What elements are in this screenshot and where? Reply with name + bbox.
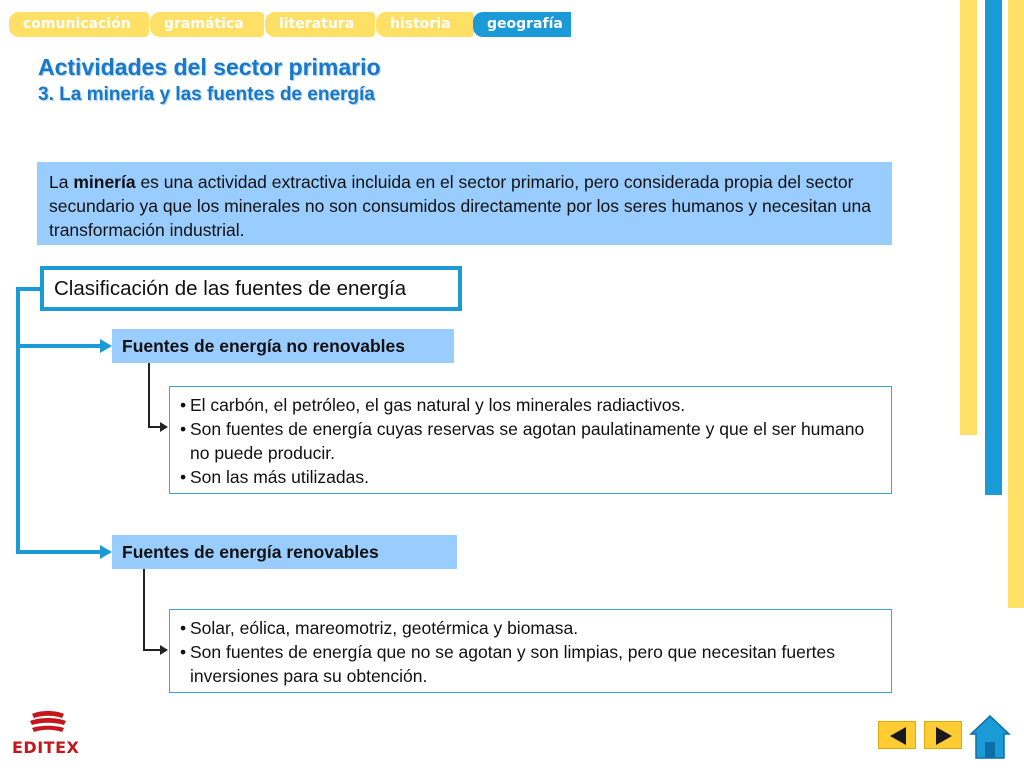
section-tabs — [9, 12, 571, 37]
list-item: • Son fuentes de energía que no se agotan y son limpias, pero que necesitan fuertes inversiones para su obtención. — [180, 640, 881, 688]
page-subtitle: 3. La minería y las fuentes de energía — [38, 84, 375, 105]
classification-heading: Clasificación de las fuentes de energía — [40, 266, 462, 311]
arrow-right-icon — [925, 722, 963, 750]
renewable-label: Fuentes de energía renovables — [112, 535, 457, 569]
sub-connector-2-head — [160, 645, 168, 655]
non-renewable-label: Fuentes de energía no renovables — [112, 329, 454, 363]
renewable-details — [169, 609, 892, 693]
list-item: • Solar, eólica, mareomotriz, geotérmica y biomasa. — [180, 616, 881, 640]
decor-stripe-yellow-2 — [1008, 0, 1024, 608]
list-item: • Son fuentes de energía cuyas reservas se agotan paulatinamente y que el ser humano no puede producir. — [180, 417, 881, 465]
intro-term: minería — [73, 172, 136, 192]
tab-comunicacion[interactable]: comunicación — [9, 12, 149, 37]
tab-geografia[interactable]: geografía — [473, 12, 571, 37]
sub-connector-1-head — [160, 422, 168, 432]
connector-arrow-1-head — [100, 339, 112, 353]
connector-arrow-2-head — [100, 545, 112, 559]
non-renewable-details — [169, 386, 892, 494]
intro-box — [37, 162, 892, 245]
arrow-left-icon — [879, 722, 917, 750]
connector-vertical — [16, 287, 20, 554]
decor-stripe-blue — [985, 0, 1002, 495]
previous-button[interactable] — [878, 721, 916, 749]
next-button[interactable] — [924, 721, 962, 749]
page-title: Actividades del sector primario — [38, 54, 381, 80]
sub-connector-1-vertical — [148, 363, 150, 427]
tab-gramatica[interactable]: gramática — [150, 12, 264, 37]
connector-arrow-1-line — [16, 344, 102, 348]
connector-arrow-2-line — [16, 550, 102, 554]
decor-stripe-yellow-1 — [960, 0, 977, 435]
intro-text: es una actividad extractiva incluida en el sector primario, pero considerada propia del sector secundario ya que los minerales no son consumidos directamente por los seres humanos y necesitan una transformación industrial. — [49, 172, 871, 240]
list-item: • Son las más utilizadas. — [180, 465, 881, 489]
tab-historia[interactable]: historia — [376, 12, 474, 37]
intro-prefix: La — [49, 172, 74, 192]
sub-connector-2-vertical — [143, 569, 145, 650]
editex-logo-text: EDITEX — [12, 738, 80, 757]
tab-literatura[interactable]: literatura — [265, 12, 375, 37]
list-item: • El carbón, el petróleo, el gas natural y los minerales radiactivos. — [180, 393, 881, 417]
home-button[interactable] — [969, 714, 1011, 760]
